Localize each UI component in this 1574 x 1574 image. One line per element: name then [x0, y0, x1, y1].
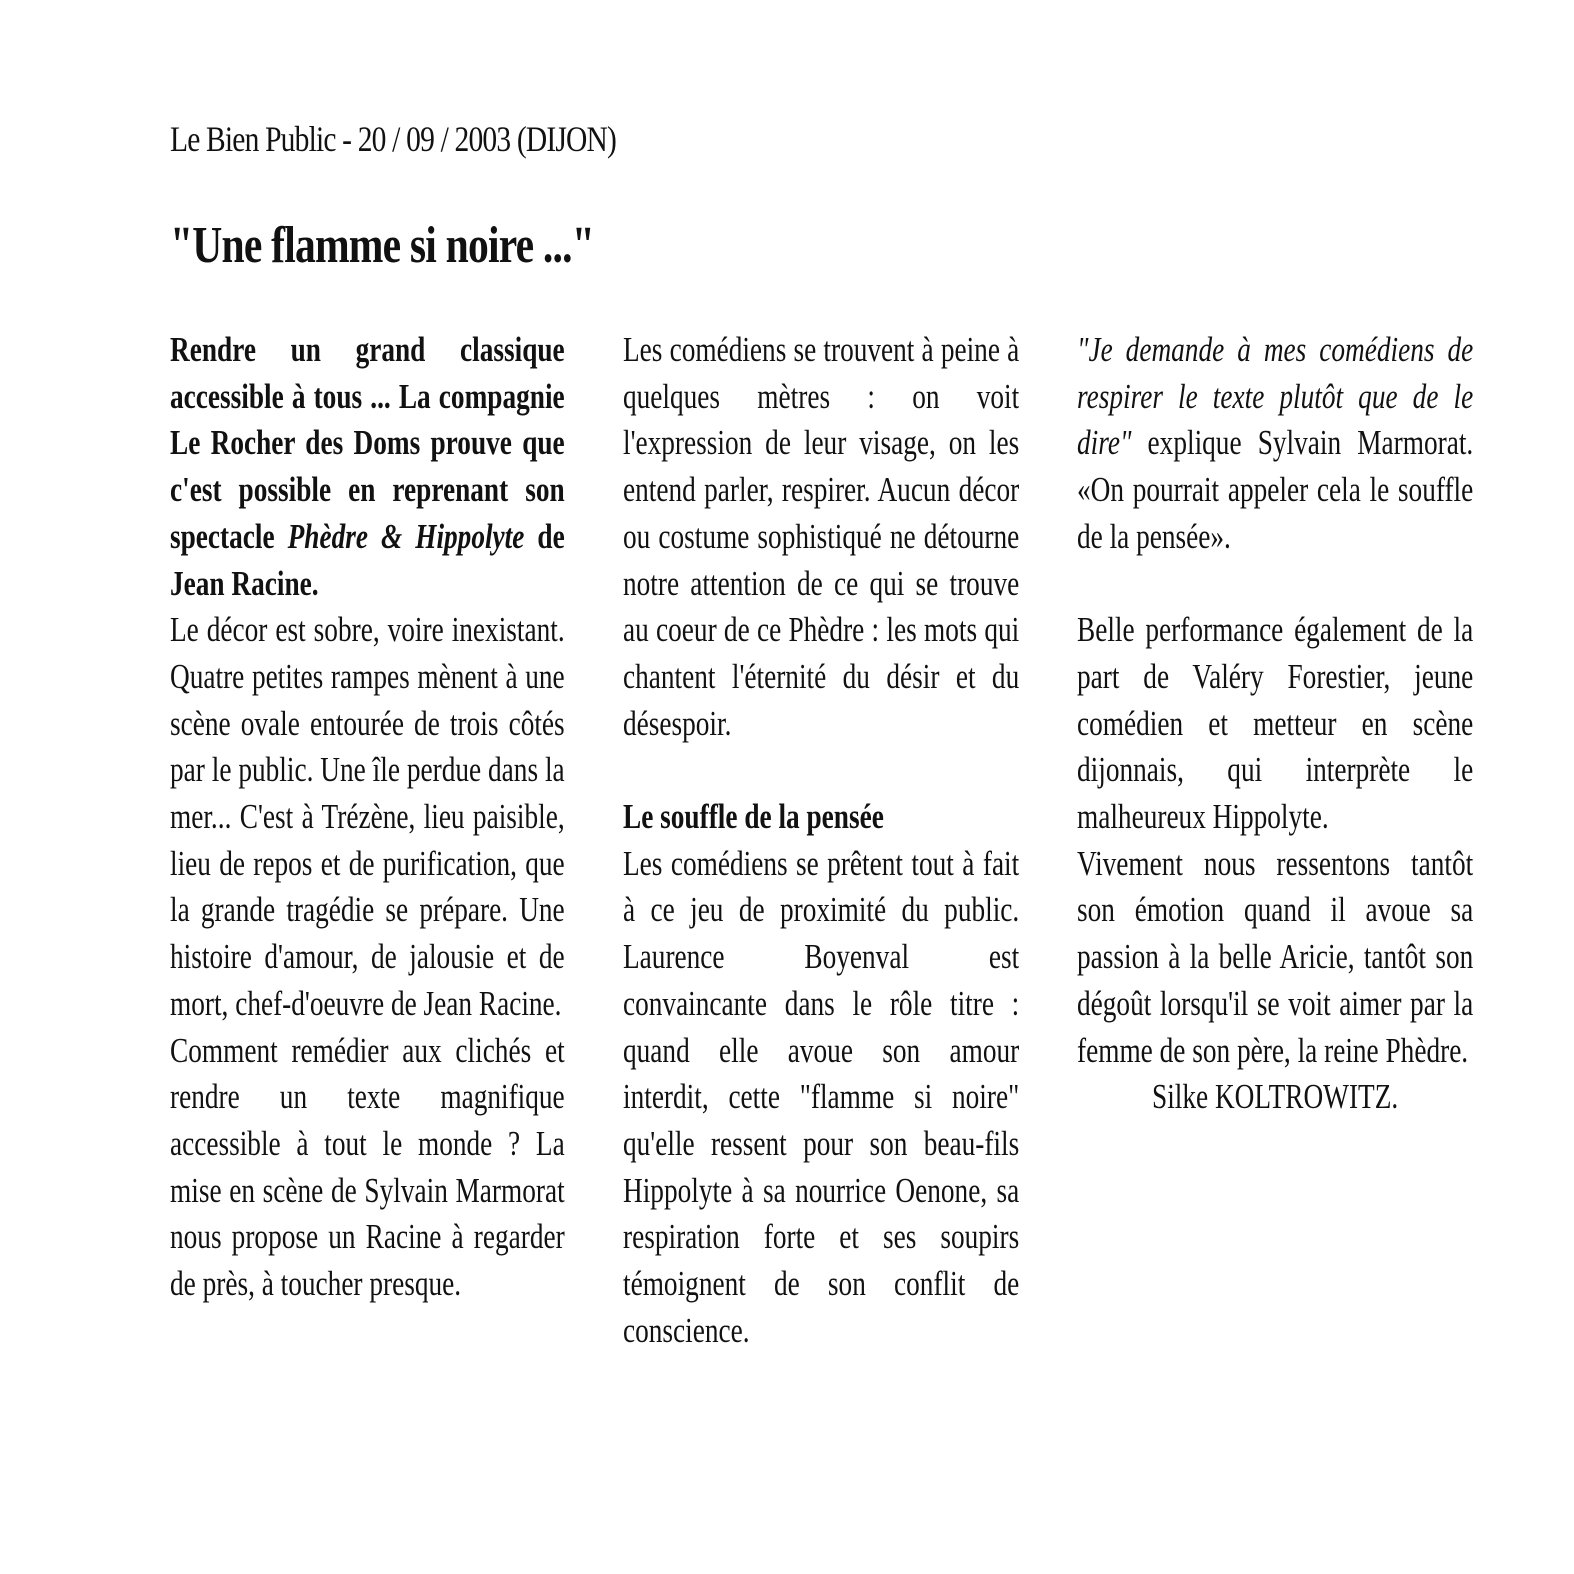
paragraph-cliches: Comment remédier aux clichés et rendre un texte magnifique accessible à tout le monde ? La mise en scène de Sylvain Marmorat nous propose un Racine à regarder de près, à toucher presque. [170, 1030, 565, 1304]
quote-tail: explique Sylvain Marmorat. «On pourrait appeler cela le souffle de la pensée». [1077, 423, 1474, 556]
director-quote: "Je demande à mes comédiens de respirer le texte plutôt que de le dire" [1077, 330, 1474, 463]
section-subheading: Le souffle de la pensée [623, 797, 884, 837]
newspaper-source-line: Le Bien Public - 20 / 09 / 2003 (DIJON) [170, 119, 617, 159]
article-column-2 [623, 327, 1019, 1354]
lead-text: Rendre un grand classique accessible à tous ... La compagnie Le Rocher des Doms prouve que c'est possible en reprenant son spectacle [170, 330, 565, 556]
paragraph-decor: Le décor est sobre, voire inexistant. Quatre petites rampes mènent à une scène ovale entourée de trois côtés par le public. Une île perdue dans la mer... C'est à Trézène, lieu paisible, lieu de repos et de purification, que la grande tragédie se prépare. Une histoire d'amour, de jalousie et de mort, chef-d'oeuvre de Jean Racine. [170, 610, 565, 1023]
paragraph-performance: Les comédiens se prêtent tout à fait à ce jeu de proximité du public. Laurence Boyenval est convaincante dans le rôle titre : quand elle avoue son amour interdit, cette "flamme si noire" qu'elle ressent pour son beau-fils Hippolyte à sa nourrice Oenone, sa respiration forte et ses soupirs témoignent de son conflit de conscience. [623, 843, 1020, 1350]
lead-tail: de Jean Racine. [170, 516, 565, 603]
paragraph-proximity: Les comédiens se trouvent à peine à quelques mètres : on voit l'expression de leur visage, on les entend parler, respirer. Aucun décor ou costume sophistiqué ne détourne notre attention de ce qui se trouve au coeur de ce Phèdre : les mots qui chantent l'éternité du désir et du désespoir. [623, 330, 1020, 743]
paragraph-emotion: Vivement nous ressentons tantôt son émotion quand il avoue sa passion à la belle Aricie, tantôt son dégoût lorsqu'il se voit aimer par la femme de son père, la reine Phèdre. [1077, 843, 1474, 1070]
paragraph-quote [1077, 327, 1473, 561]
lead-paragraph [170, 327, 565, 607]
article-column-1 [170, 327, 565, 1308]
paragraph-gap [623, 747, 1019, 794]
play-title: Phèdre & Hippolyte [287, 516, 525, 556]
paragraph-forestier: Belle performance également de la part de Valéry Forestier, jeune comédien et metteur en scène dijonnais, qui interprète le malheureux Hippolyte. [1077, 610, 1474, 837]
paragraph-gap [1077, 561, 1473, 608]
article-column-3 [1077, 327, 1473, 1121]
article-headline: "Une flamme si noire ..." [170, 217, 595, 274]
author-signature: Silke KOLTROWITZ. [1152, 1077, 1399, 1117]
